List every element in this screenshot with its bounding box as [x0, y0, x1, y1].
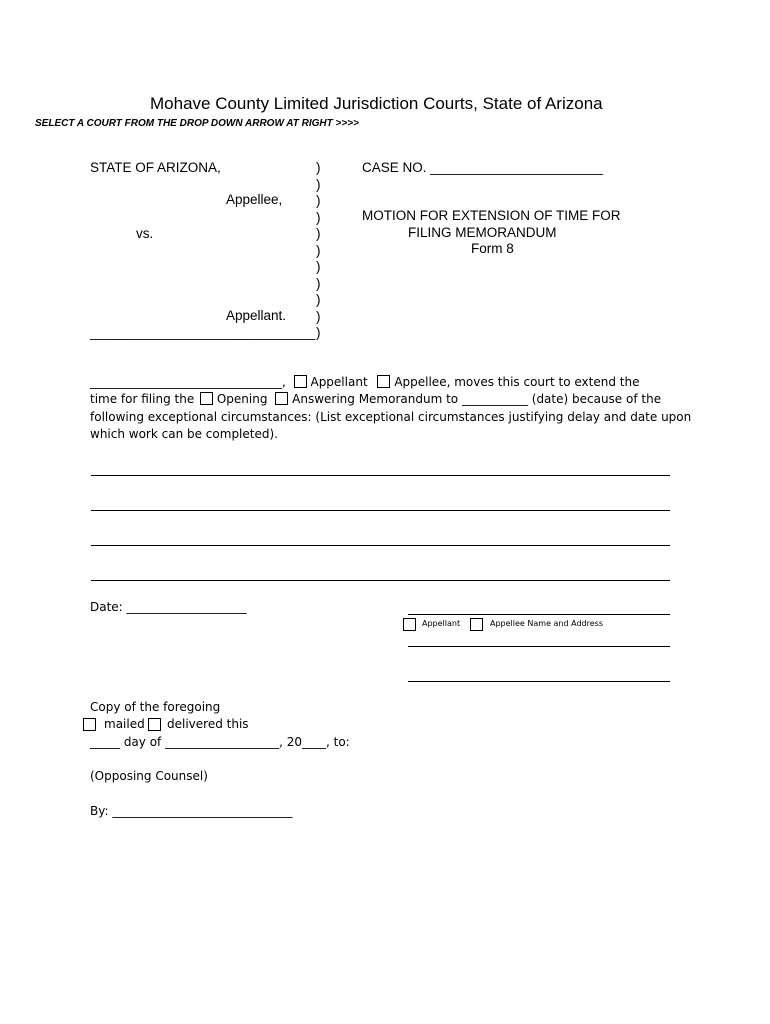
answering-option-label: Answering Memorandum to ___________ (date) because of the: [292, 392, 662, 406]
paren-line: ): [316, 226, 321, 241]
appellee-option-label: Appellee, moves this court to extend the: [394, 375, 640, 389]
party-name-field[interactable]: ________________________________,: [90, 375, 286, 389]
delivered-label: delivered this: [167, 717, 249, 731]
motion-title-line1: MOTION FOR EXTENSION OF TIME FOR: [362, 208, 621, 223]
answering-checkbox[interactable]: [275, 392, 288, 405]
copy-foregoing-label: Copy of the foregoing: [90, 700, 221, 714]
mailed-label: mailed: [104, 717, 145, 731]
paren-line: ): [316, 242, 321, 258]
paren-line: ): [316, 259, 321, 274]
versus-label: vs.: [136, 226, 154, 241]
paren-line: ): [316, 160, 321, 175]
motion-title-line2: FILING MEMORANDUM: [408, 225, 557, 240]
court-title: Mohave County Limited Jurisdiction Courts, State of Arizona: [150, 94, 603, 113]
mailed-checkbox[interactable]: [83, 718, 96, 731]
circumstances-line[interactable]: [91, 475, 670, 476]
circumstances-line[interactable]: [91, 510, 670, 511]
service-date-field[interactable]: _____ day of ___________________, 20____, to:: [90, 735, 350, 749]
paren-line: ): [316, 292, 321, 307]
appellee-label: Appellee,: [226, 192, 283, 207]
appellee-checkbox[interactable]: [377, 375, 390, 388]
by-signature-field[interactable]: By: ______________________________: [90, 804, 293, 818]
opposing-counsel-label: (Opposing Counsel): [90, 769, 208, 783]
paren-line: ): [316, 209, 321, 225]
appellant-checkbox[interactable]: [294, 375, 307, 388]
caption-divider: [316, 160, 321, 342]
motion-line-2: [90, 391, 661, 409]
appellant-option-label: Appellant: [310, 375, 368, 389]
motion-line-1: [90, 374, 639, 392]
opening-checkbox[interactable]: [200, 392, 213, 405]
paren-line: ): [316, 193, 321, 208]
address-line[interactable]: [408, 681, 670, 682]
signature-appellee-label: Appellee Name and Address: [490, 619, 603, 628]
court-select-instruction[interactable]: SELECT A COURT FROM THE DROP DOWN ARROW AT RIGHT >>>>: [35, 118, 359, 129]
signature-appellee-checkbox[interactable]: [470, 618, 483, 631]
plaintiff-name: STATE OF ARIZONA,: [90, 160, 221, 175]
circumstances-line[interactable]: [91, 545, 670, 546]
appellant-name-field[interactable]: ______________________________: [90, 325, 316, 340]
address-line[interactable]: [408, 646, 670, 647]
delivered-checkbox[interactable]: [148, 718, 161, 731]
case-number-field[interactable]: CASE NO. _______________________: [362, 160, 603, 175]
opening-option-label: Opening: [216, 392, 268, 406]
paren-line: ): [316, 176, 321, 192]
signature-appellant-label: Appellant: [422, 619, 461, 628]
paren-line: ): [316, 325, 321, 340]
paren-line: ): [316, 308, 321, 324]
appellant-label: Appellant.: [226, 308, 287, 323]
signature-line[interactable]: [408, 614, 670, 615]
signature-appellant-checkbox[interactable]: [403, 618, 416, 631]
motion-line-3: following exceptional circumstances: (List exceptional circumstances justifying delay and date upon: [90, 410, 692, 424]
motion-line-4: which work can be completed).: [90, 427, 278, 441]
circumstances-line[interactable]: [91, 580, 670, 581]
date-field[interactable]: Date: ____________________: [90, 600, 247, 614]
form-number: Form 8: [471, 241, 514, 256]
paren-line: ): [316, 275, 321, 291]
time-for-filing-label: time for filing the: [90, 392, 195, 406]
